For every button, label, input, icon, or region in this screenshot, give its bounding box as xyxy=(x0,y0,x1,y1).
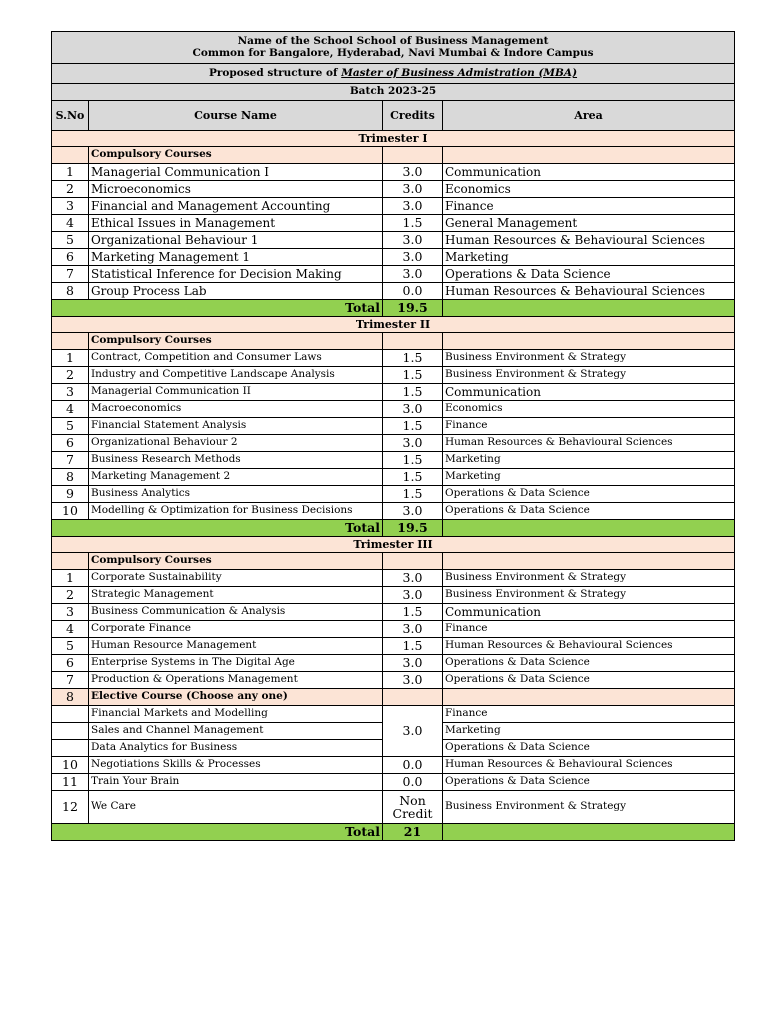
course-name: Business Communication & Analysis xyxy=(89,604,383,621)
compulsory-courses-label: Compulsory Courses xyxy=(89,147,383,164)
trimester-heading-row xyxy=(52,537,735,553)
course-area: Business Environment & Strategy xyxy=(443,587,735,604)
course-credits: 0.0 xyxy=(383,283,443,300)
structure-prefix: Proposed structure of xyxy=(208,66,338,79)
program-row xyxy=(52,64,735,84)
course-area: Operations & Data Science xyxy=(443,486,735,503)
course-credits: 3.0 xyxy=(383,266,443,283)
elective-course-area: Marketing xyxy=(443,723,735,740)
row-sno: 6 xyxy=(52,655,89,672)
campus-line: Common for Bangalore, Hyderabad, Navi Mumbai & Indore Campus xyxy=(192,46,594,59)
course-credits: 1.5 xyxy=(383,469,443,486)
course-row xyxy=(52,266,735,283)
compulsory-courses-label: Compulsory Courses xyxy=(89,333,383,350)
row-sno: 7 xyxy=(52,672,89,689)
course-name: Corporate Finance xyxy=(89,621,383,638)
course-name: Macroeconomics xyxy=(89,401,383,418)
course-credits: 1.5 xyxy=(383,486,443,503)
course-credits: 1.5 xyxy=(383,215,443,232)
total-label: Total xyxy=(52,300,383,317)
row-sno: 10 xyxy=(52,503,89,520)
course-row xyxy=(52,164,735,181)
row-sno: 2 xyxy=(52,367,89,384)
school-header-row xyxy=(52,32,735,64)
trimester-heading-row xyxy=(52,131,735,147)
course-credits: 0.0 xyxy=(383,774,443,791)
course-area: Marketing xyxy=(443,452,735,469)
row-sno: 12 xyxy=(52,791,89,824)
course-area: Operations & Data Science xyxy=(443,266,735,283)
program-name: Master of Business Admistration (MBA) xyxy=(341,66,578,79)
elective-credits: 3.0 xyxy=(383,706,443,757)
course-name: Statistical Inference for Decision Making xyxy=(89,266,383,283)
row-sno: 5 xyxy=(52,232,89,249)
total-label: Total xyxy=(52,824,383,841)
elective-heading-row xyxy=(52,689,735,706)
course-area: Marketing xyxy=(443,249,735,266)
course-name: Financial and Management Accounting xyxy=(89,198,383,215)
column-header-credits: Credits xyxy=(383,101,443,131)
course-row xyxy=(52,215,735,232)
elective-course-name: Financial Markets and Modelling xyxy=(89,706,383,723)
row-sno: 5 xyxy=(52,638,89,655)
course-credits: 1.5 xyxy=(383,384,443,401)
section-heading-row xyxy=(52,333,735,350)
course-area: Finance xyxy=(443,418,735,435)
course-name: Group Process Lab xyxy=(89,283,383,300)
course-area: Operations & Data Science xyxy=(443,774,735,791)
course-area: Marketing xyxy=(443,469,735,486)
course-name: Industry and Competitive Landscape Analysis xyxy=(89,367,383,384)
course-area: Finance xyxy=(443,621,735,638)
course-credits: 1.5 xyxy=(383,604,443,621)
row-sno: 1 xyxy=(52,350,89,367)
course-area: Operations & Data Science xyxy=(443,655,735,672)
course-area: Business Environment & Strategy xyxy=(443,350,735,367)
elective-course-name: Data Analytics for Business xyxy=(89,740,383,757)
course-name: Ethical Issues in Management xyxy=(89,215,383,232)
course-credits: 3.0 xyxy=(383,164,443,181)
course-row xyxy=(52,401,735,418)
school-name: Name of the School School of Business Management xyxy=(237,35,549,48)
elective-course-label: Elective Course (Choose any one) xyxy=(89,689,383,706)
column-header-course: Course Name xyxy=(89,101,383,131)
course-row xyxy=(52,283,735,300)
batch-row xyxy=(52,84,735,101)
course-name: Strategic Management xyxy=(89,587,383,604)
course-row xyxy=(52,638,735,655)
row-sno: 1 xyxy=(52,164,89,181)
course-row xyxy=(52,367,735,384)
course-area: Operations & Data Science xyxy=(443,503,735,520)
row-sno: 6 xyxy=(52,249,89,266)
total-credits: 21 xyxy=(383,824,443,841)
course-credits: 1.5 xyxy=(383,638,443,655)
row-sno: 4 xyxy=(52,401,89,418)
section-heading-row xyxy=(52,553,735,570)
elective-course-area: Operations & Data Science xyxy=(443,740,735,757)
row-sno: 2 xyxy=(52,181,89,198)
row-sno: 4 xyxy=(52,215,89,232)
column-header-row xyxy=(52,101,735,131)
course-credits: 3.0 xyxy=(383,181,443,198)
course-name: Production & Operations Management xyxy=(89,672,383,689)
course-row xyxy=(52,232,735,249)
course-name: Managerial Communication I xyxy=(89,164,383,181)
course-row xyxy=(52,181,735,198)
course-credits: 3.0 xyxy=(383,672,443,689)
row-sno: 3 xyxy=(52,604,89,621)
course-name: Business Research Methods xyxy=(89,452,383,469)
school-header-cell xyxy=(52,32,735,64)
program-cell xyxy=(52,64,735,84)
course-area: Communication xyxy=(443,164,735,181)
trimester-title: Trimester I xyxy=(52,131,735,147)
row-sno: 7 xyxy=(52,266,89,283)
course-credits: 3.0 xyxy=(383,570,443,587)
row-sno: 3 xyxy=(52,198,89,215)
course-credits: 3.0 xyxy=(383,249,443,266)
course-credits: 1.5 xyxy=(383,367,443,384)
row-sno: 8 xyxy=(52,689,89,706)
course-name: Corporate Sustainability xyxy=(89,570,383,587)
course-area: Communication xyxy=(443,384,735,401)
non-credit-line2: Credit xyxy=(392,806,433,821)
course-row xyxy=(52,418,735,435)
column-header-area: Area xyxy=(443,101,735,131)
course-area: Operations & Data Science xyxy=(443,672,735,689)
row-sno: 6 xyxy=(52,435,89,452)
batch-label: Batch 2023-25 xyxy=(52,84,735,101)
total-row xyxy=(52,300,735,317)
course-name: Organizational Behaviour 1 xyxy=(89,232,383,249)
non-credit-line1: Non xyxy=(399,792,426,808)
course-row xyxy=(52,672,735,689)
course-area: Economics xyxy=(443,401,735,418)
course-name: Human Resource Management xyxy=(89,638,383,655)
course-name: Business Analytics xyxy=(89,486,383,503)
row-sno: 10 xyxy=(52,757,89,774)
course-credits: 3.0 xyxy=(383,198,443,215)
course-name: Enterprise Systems in The Digital Age xyxy=(89,655,383,672)
elective-option-row xyxy=(52,706,735,723)
course-area: General Management xyxy=(443,215,735,232)
row-sno: 2 xyxy=(52,587,89,604)
course-row xyxy=(52,469,735,486)
course-name: Negotiations Skills & Processes xyxy=(89,757,383,774)
course-area: Business Environment & Strategy xyxy=(443,791,735,824)
course-credits: 3.0 xyxy=(383,232,443,249)
course-credits: 3.0 xyxy=(383,587,443,604)
course-credits: 3.0 xyxy=(383,621,443,638)
compulsory-courses-label: Compulsory Courses xyxy=(89,553,383,570)
course-row xyxy=(52,503,735,520)
course-credits: 1.5 xyxy=(383,418,443,435)
total-row xyxy=(52,824,735,841)
course-row xyxy=(52,774,735,791)
course-area: Communication xyxy=(443,604,735,621)
course-name: Marketing Management 1 xyxy=(89,249,383,266)
course-area: Human Resources & Behavioural Sciences xyxy=(443,757,735,774)
course-area: Economics xyxy=(443,181,735,198)
row-sno: 9 xyxy=(52,486,89,503)
course-row xyxy=(52,249,735,266)
course-row xyxy=(52,604,735,621)
course-name: Train Your Brain xyxy=(89,774,383,791)
course-area: Human Resources & Behavioural Sciences xyxy=(443,232,735,249)
course-credits: 1.5 xyxy=(383,452,443,469)
row-sno: 8 xyxy=(52,283,89,300)
total-credits: 19.5 xyxy=(383,520,443,537)
mba-structure-table xyxy=(51,31,735,841)
total-label: Total xyxy=(52,520,383,537)
course-area: Finance xyxy=(443,198,735,215)
course-name: Organizational Behaviour 2 xyxy=(89,435,383,452)
course-area: Human Resources & Behavioural Sciences xyxy=(443,638,735,655)
row-sno: 5 xyxy=(52,418,89,435)
course-credits: 3.0 xyxy=(383,435,443,452)
elective-course-name: Sales and Channel Management xyxy=(89,723,383,740)
row-sno: 3 xyxy=(52,384,89,401)
total-credits: 19.5 xyxy=(383,300,443,317)
course-credits xyxy=(383,791,443,824)
trimester-title: Trimester III xyxy=(52,537,735,553)
course-credits: 1.5 xyxy=(383,350,443,367)
total-row xyxy=(52,520,735,537)
course-area: Human Resources & Behavioural Sciences xyxy=(443,283,735,300)
row-sno: 4 xyxy=(52,621,89,638)
course-name: Microeconomics xyxy=(89,181,383,198)
course-row xyxy=(52,791,735,824)
row-sno: 8 xyxy=(52,469,89,486)
course-credits: 3.0 xyxy=(383,655,443,672)
course-name: We Care xyxy=(89,791,383,824)
elective-course-area: Finance xyxy=(443,706,735,723)
course-row xyxy=(52,384,735,401)
course-credits: 3.0 xyxy=(383,401,443,418)
course-row xyxy=(52,757,735,774)
course-name: Financial Statement Analysis xyxy=(89,418,383,435)
course-row xyxy=(52,452,735,469)
course-area: Business Environment & Strategy xyxy=(443,570,735,587)
course-area: Human Resources & Behavioural Sciences xyxy=(443,435,735,452)
course-name: Managerial Communication II xyxy=(89,384,383,401)
course-name: Marketing Management 2 xyxy=(89,469,383,486)
course-name: Modelling & Optimization for Business Decisions xyxy=(89,503,383,520)
course-row xyxy=(52,486,735,503)
course-row xyxy=(52,435,735,452)
trimester-title: Trimester II xyxy=(52,317,735,333)
course-row xyxy=(52,198,735,215)
trimester-heading-row xyxy=(52,317,735,333)
course-area: Business Environment & Strategy xyxy=(443,367,735,384)
course-credits: 3.0 xyxy=(383,503,443,520)
course-name: Contract, Competition and Consumer Laws xyxy=(89,350,383,367)
column-header-sno: S.No xyxy=(52,101,89,131)
row-sno: 1 xyxy=(52,570,89,587)
course-row xyxy=(52,587,735,604)
section-heading-row xyxy=(52,147,735,164)
course-row xyxy=(52,350,735,367)
course-row xyxy=(52,570,735,587)
course-row xyxy=(52,621,735,638)
course-credits: 0.0 xyxy=(383,757,443,774)
row-sno: 7 xyxy=(52,452,89,469)
course-row xyxy=(52,655,735,672)
row-sno: 11 xyxy=(52,774,89,791)
